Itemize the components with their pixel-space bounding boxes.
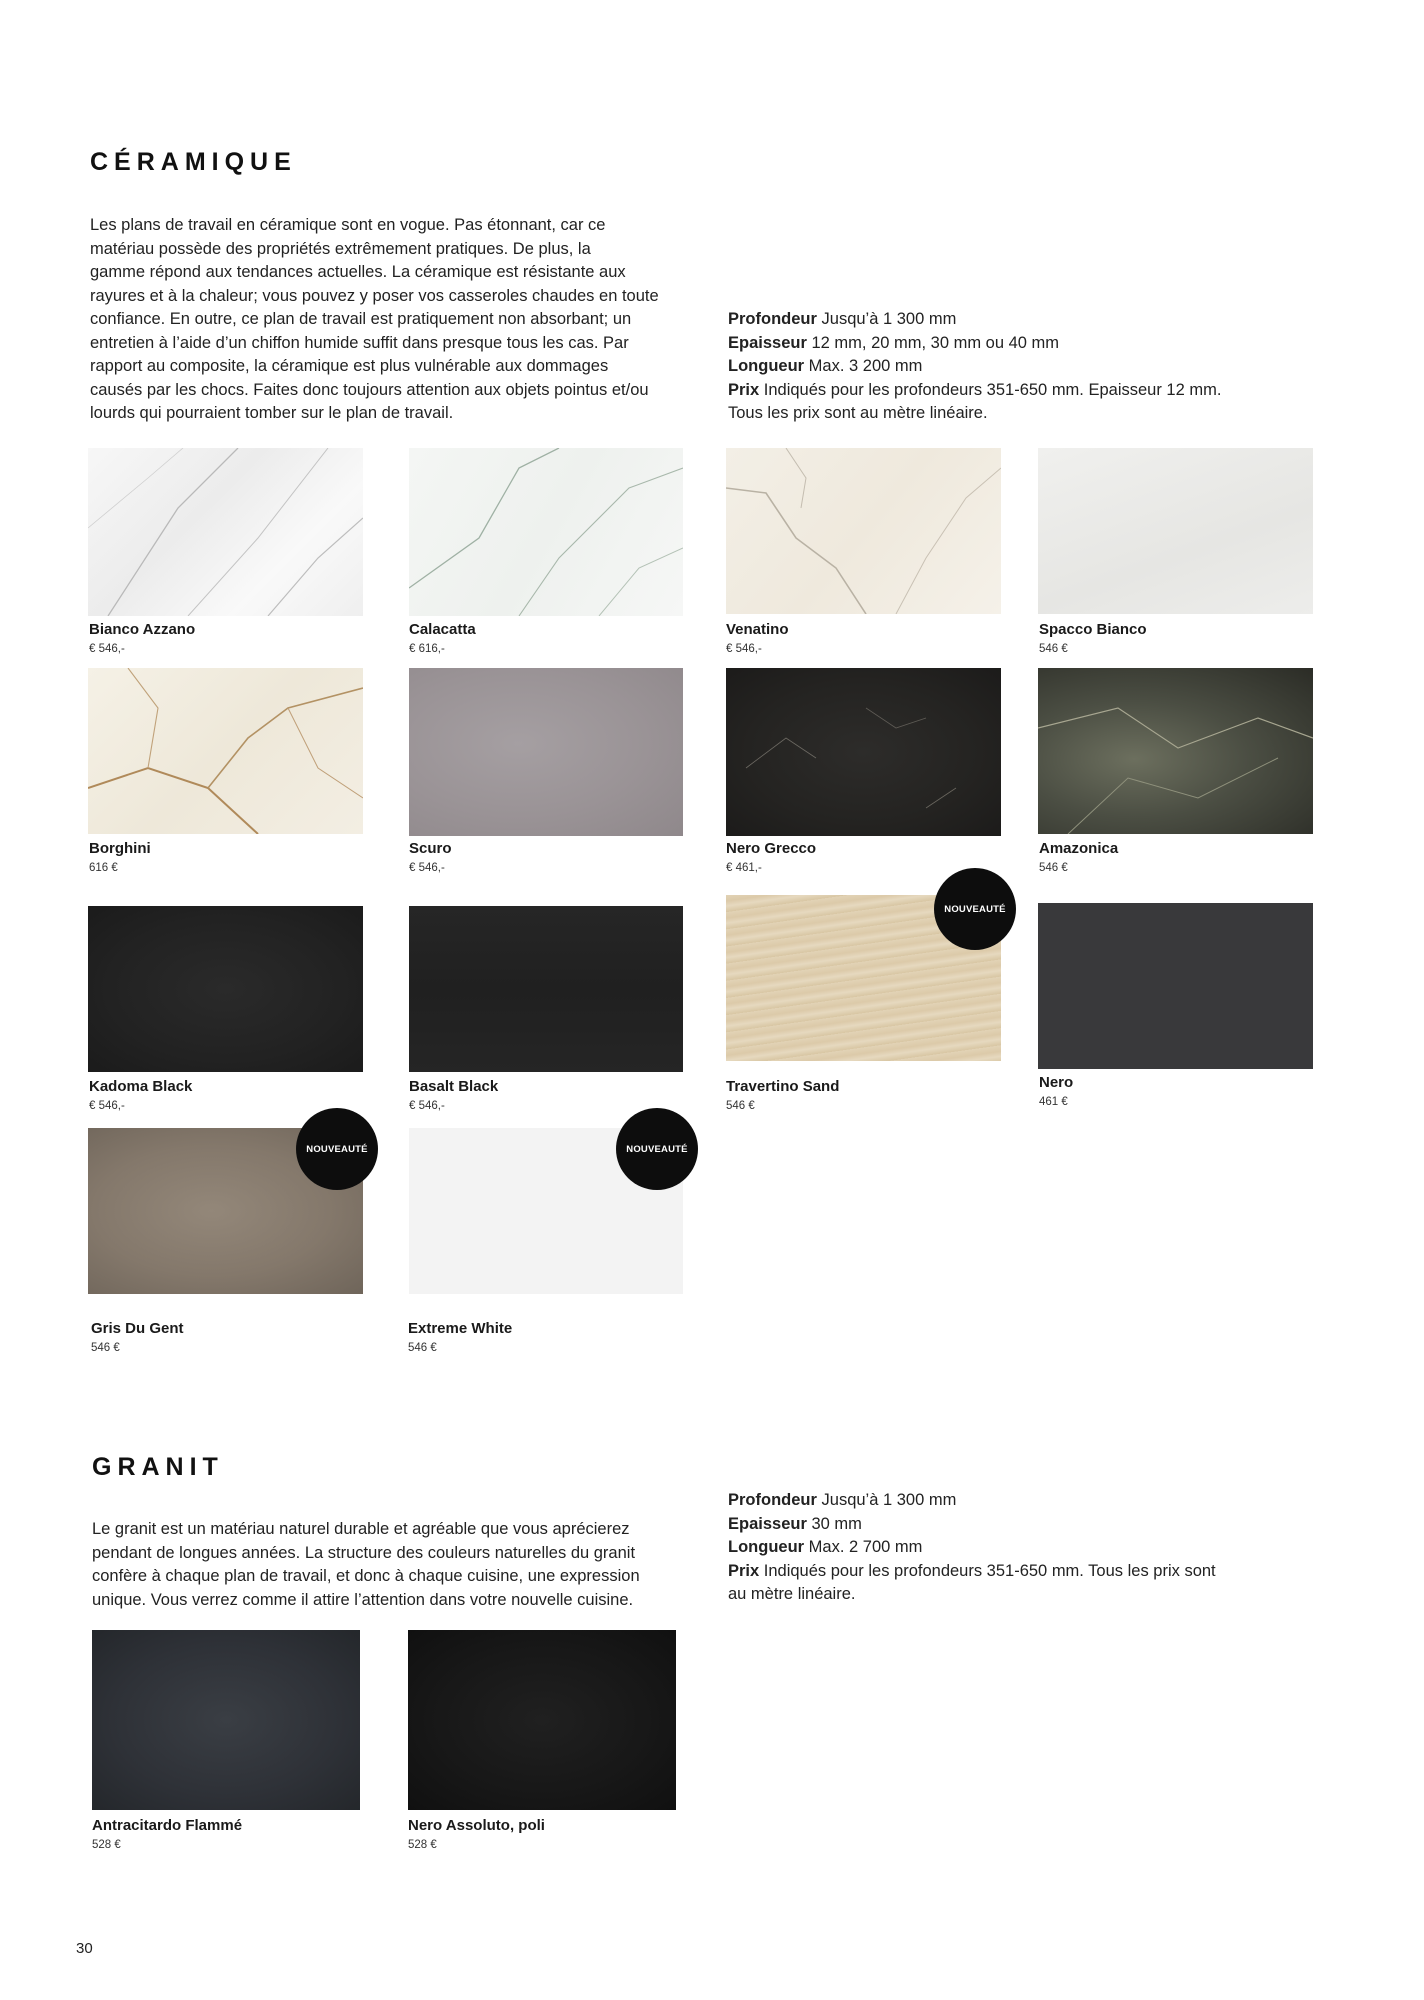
- item-name: Amazonica: [1039, 840, 1119, 857]
- item-price: € 546,-: [89, 643, 125, 655]
- swatch-kadoma-black[interactable]: [88, 906, 363, 1072]
- swatch-nero-assoluto-poli[interactable]: [408, 1630, 676, 1810]
- item-name: Basalt Black: [409, 1078, 499, 1095]
- item-name: Gris Du Gent: [91, 1320, 184, 1337]
- swatch-nero-grecco[interactable]: [726, 668, 1001, 836]
- item-price: € 461,-: [726, 862, 762, 874]
- nouveaute-badge: NOUVEAUTÉ: [934, 868, 1016, 950]
- intro-line: rapport au composite, la céramique est plus vulnérable aux dommages: [90, 357, 609, 375]
- item-name: Nero Assoluto, poli: [408, 1817, 545, 1834]
- intro-line: matériau possède des propriétés extrêmement pratiques. De plus, la: [90, 239, 591, 258]
- spec-prix: Prix Indiqués pour les profondeurs 351-650 mm. Tous les prix sont: [728, 1561, 1216, 1580]
- spec-prix: Prix Indiqués pour les profondeurs 351-650 mm. Epaisseur 12 mm.: [728, 380, 1222, 399]
- item-name: Nero: [1039, 1074, 1074, 1091]
- item-price: 546 €: [1039, 643, 1068, 655]
- nouveaute-badge: NOUVEAUTÉ: [296, 1108, 378, 1190]
- spec-prix-note: Tous les prix sont au mètre linéaire.: [728, 404, 988, 422]
- intro-line: rayures et à la chaleur; vous pouvez y poser vos casseroles chaudes en toute: [90, 286, 659, 305]
- item-price: 546 €: [408, 1342, 437, 1354]
- swatch-borghini[interactable]: [88, 668, 363, 834]
- swatch-bianco-azzano[interactable]: [88, 448, 363, 616]
- item-name: Antracitardo Flammé: [92, 1817, 243, 1834]
- item-price: 461 €: [1039, 1096, 1068, 1108]
- swatch-scuro[interactable]: [409, 668, 683, 836]
- swatch-nero[interactable]: [1038, 903, 1313, 1069]
- item-price: 546 €: [726, 1100, 755, 1112]
- item-price: 528 €: [92, 1839, 121, 1851]
- spec-prix-note: au mètre linéaire.: [728, 1585, 856, 1603]
- spec-profondeur: Profondeur Jusqu’à 1 300 mm: [728, 1491, 957, 1509]
- intro-line: confiance. En outre, ce plan de travail est pratiquement non absorbant; un: [90, 310, 632, 328]
- item-price: € 546,-: [89, 1100, 125, 1112]
- intro-line: Le granit est un matériau naturel durable et agréable que vous aprécierez: [92, 1520, 630, 1538]
- item-name: Venatino: [726, 621, 789, 638]
- item-name: Bianco Azzano: [89, 621, 196, 638]
- intro-line: entretien à l’aide d’un chiffon humide suffit dans presque tous les cas. Par: [90, 333, 629, 352]
- intro-line: unique. Vous verrez comme il attire l’attention dans votre nouvelle cuisine.: [92, 1590, 634, 1609]
- intro-line: pendant de longues années. La structure des couleurs naturelles du granit: [92, 1543, 636, 1562]
- ceramique-title: CÉRAMIQUE: [90, 148, 297, 176]
- item-price: € 546,-: [409, 1100, 445, 1112]
- item-name: Travertino Sand: [726, 1078, 840, 1095]
- intro-line: causés par les chocs. Faites donc toujours attention aux objets pointus et/ou: [90, 380, 649, 399]
- item-price: € 616,-: [409, 643, 445, 655]
- granit-specs: [728, 1489, 1288, 1607]
- intro-line: lourds qui pourraient tomber sur le plan de travail.: [90, 404, 454, 422]
- intro-line: gamme répond aux tendances actuelles. La céramique est résistante aux: [90, 263, 626, 281]
- item-name: Kadoma Black: [89, 1078, 193, 1095]
- swatch-calacatta[interactable]: [409, 448, 683, 616]
- spec-epaisseur: Epaisseur 30 mm: [728, 1514, 862, 1533]
- swatch-spacco-bianco[interactable]: [1038, 448, 1313, 614]
- item-price: 546 €: [1039, 862, 1068, 874]
- granit-intro: [92, 1518, 712, 1612]
- intro-line: Les plans de travail en céramique sont en vogue. Pas étonnant, car ce: [90, 216, 606, 234]
- item-name: Spacco Bianco: [1039, 621, 1147, 638]
- item-price: 528 €: [408, 1839, 437, 1851]
- swatch-antracitardo-flamme[interactable]: [92, 1630, 360, 1810]
- item-name: Calacatta: [409, 621, 476, 638]
- spec-profondeur: Profondeur Jusqu’à 1 300 mm: [728, 310, 957, 328]
- spec-longueur: Longueur Max. 3 200 mm: [728, 357, 923, 375]
- item-name: Scuro: [409, 840, 452, 857]
- item-name: Nero Grecco: [726, 840, 817, 857]
- item-name: Extreme White: [408, 1320, 513, 1337]
- item-price: € 546,-: [726, 643, 762, 655]
- item-price: 616 €: [89, 862, 118, 874]
- item-price: € 546,-: [409, 862, 445, 874]
- swatch-basalt-black[interactable]: [409, 906, 683, 1072]
- item-name: Borghini: [89, 840, 151, 857]
- ceramique-intro: [90, 214, 710, 426]
- ceramique-specs: [728, 308, 1288, 426]
- granit-title: GRANIT: [92, 1453, 224, 1481]
- swatch-venatino[interactable]: [726, 448, 1001, 614]
- swatch-amazonica[interactable]: [1038, 668, 1313, 834]
- intro-line: confère à chaque plan de travail, et donc à chaque cuisine, une expression: [92, 1567, 640, 1585]
- item-price: 546 €: [91, 1342, 120, 1354]
- spec-longueur: Longueur Max. 2 700 mm: [728, 1538, 923, 1556]
- nouveaute-badge: NOUVEAUTÉ: [616, 1108, 698, 1190]
- page-number: 30: [76, 1940, 93, 1957]
- spec-epaisseur: Epaisseur 12 mm, 20 mm, 30 mm ou 40 mm: [728, 333, 1060, 352]
